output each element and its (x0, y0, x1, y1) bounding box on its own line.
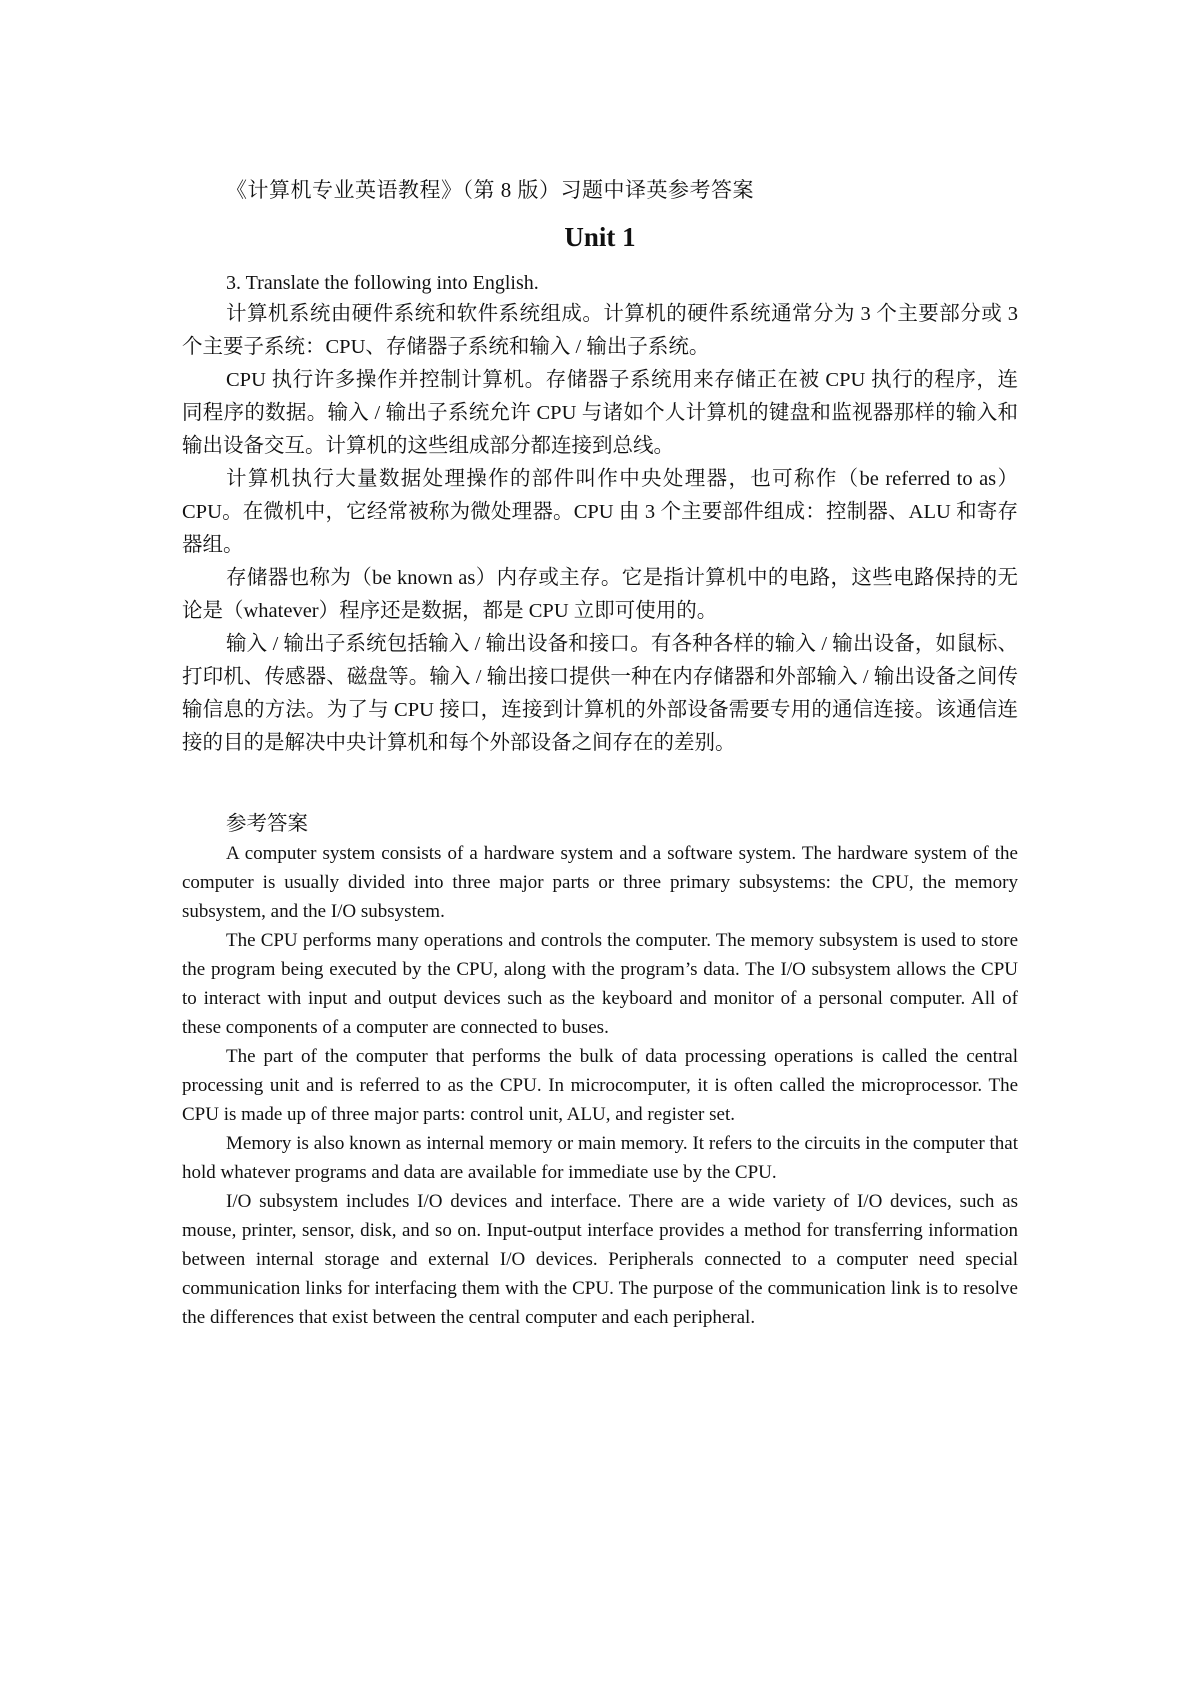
answer-label: 参考答案 (226, 813, 308, 835)
exercise-instruction: 3. Translate the following into English. (226, 272, 539, 294)
unit-title: Unit 1 (564, 222, 636, 252)
english-paragraph: Memory is also known as internal memory or main memory. It refers to the circuits in the computer that hold whatever programs and data are available for immediate use by the CPU. (182, 1133, 1018, 1183)
chinese-paragraph: 存储器也称为（be known as）内存或主存。它是指计算机中的电路，这些电路保持的无论是（whatever）程序还是数据，都是 CPU 立即可使用的。 (182, 567, 1018, 622)
english-paragraph: A computer system consists of a hardware system and a software system. The hardware system of the computer is usually divided into three major parts or three primary subsystems: the CPU, the memory subsystem, and the I/O subsystem. (182, 843, 1018, 922)
document-header: 《计算机专业英语教程》（第 8 版）习题中译英参考答案 (226, 178, 754, 202)
english-paragraph: The part of the computer that performs the bulk of data processing operations is called the central processing unit and is referred to as the CPU. In microcomputer, it is often called the microprocessor. The CPU is made up of three major parts: control unit, ALU, and register set. (182, 1046, 1018, 1125)
english-paragraph: I/O subsystem includes I/O devices and interface. There are a wide variety of I/O devices, such as mouse, printer, sensor, disk, and so on. Input-output interface provides a method for transferring information between internal storage and external I/O devices. Peripherals connected to a computer need special communication links for interfacing them with the CPU. The purpose of the communication link is to resolve the differences that exist between the central computer and each peripheral. (182, 1191, 1018, 1328)
english-answer (182, 839, 1018, 1332)
document-page (182, 175, 1018, 1332)
chinese-paragraph: 计算机系统由硬件系统和软件系统组成。计算机的硬件系统通常分为 3 个主要部分或 3 个主要子系统：CPU、存储器子系统和输入 / 输出子系统。 (182, 303, 1018, 358)
english-paragraph: The CPU performs many operations and controls the computer. The memory subsystem is used to store the program being executed by the CPU, along with the program’s data. The I/O subsystem allows the CPU to interact with input and output devices such as the keyboard and monitor of a personal computer. All of these components of a computer are connected to buses. (182, 930, 1018, 1038)
chinese-paragraph: 输入 / 输出子系统包括输入 / 输出设备和接口。有各种各样的输入 / 输出设备，如鼠标、打印机、传感器、磁盘等。输入 / 输出接口提供一种在内存储器和外部输入 / 输出设备之间传输信息的方法。为了与 CPU 接口，连接到计算机的外部设备需要专用的通信连接。该通信连接的目的是解决中央计算机和每个外部设备之间存在的差别。 (182, 633, 1018, 754)
chinese-paragraph: CPU 执行许多操作并控制计算机。存储器子系统用来存储正在被 CPU 执行的程序，连同程序的数据。输入 / 输出子系统允许 CPU 与诸如个人计算机的键盘和监视器那样的输入和输出设备交互。计算机的这些组成部分都连接到总线。 (182, 369, 1018, 457)
chinese-paragraph: 计算机执行大量数据处理操作的部件叫作中央处理器，也可称作（be referred to as）CPU。在微机中，它经常被称为微处理器。CPU 由 3 个主要部件组成：控制器、ALU 和寄存器组。 (182, 468, 1018, 556)
chinese-passage (182, 298, 1018, 760)
